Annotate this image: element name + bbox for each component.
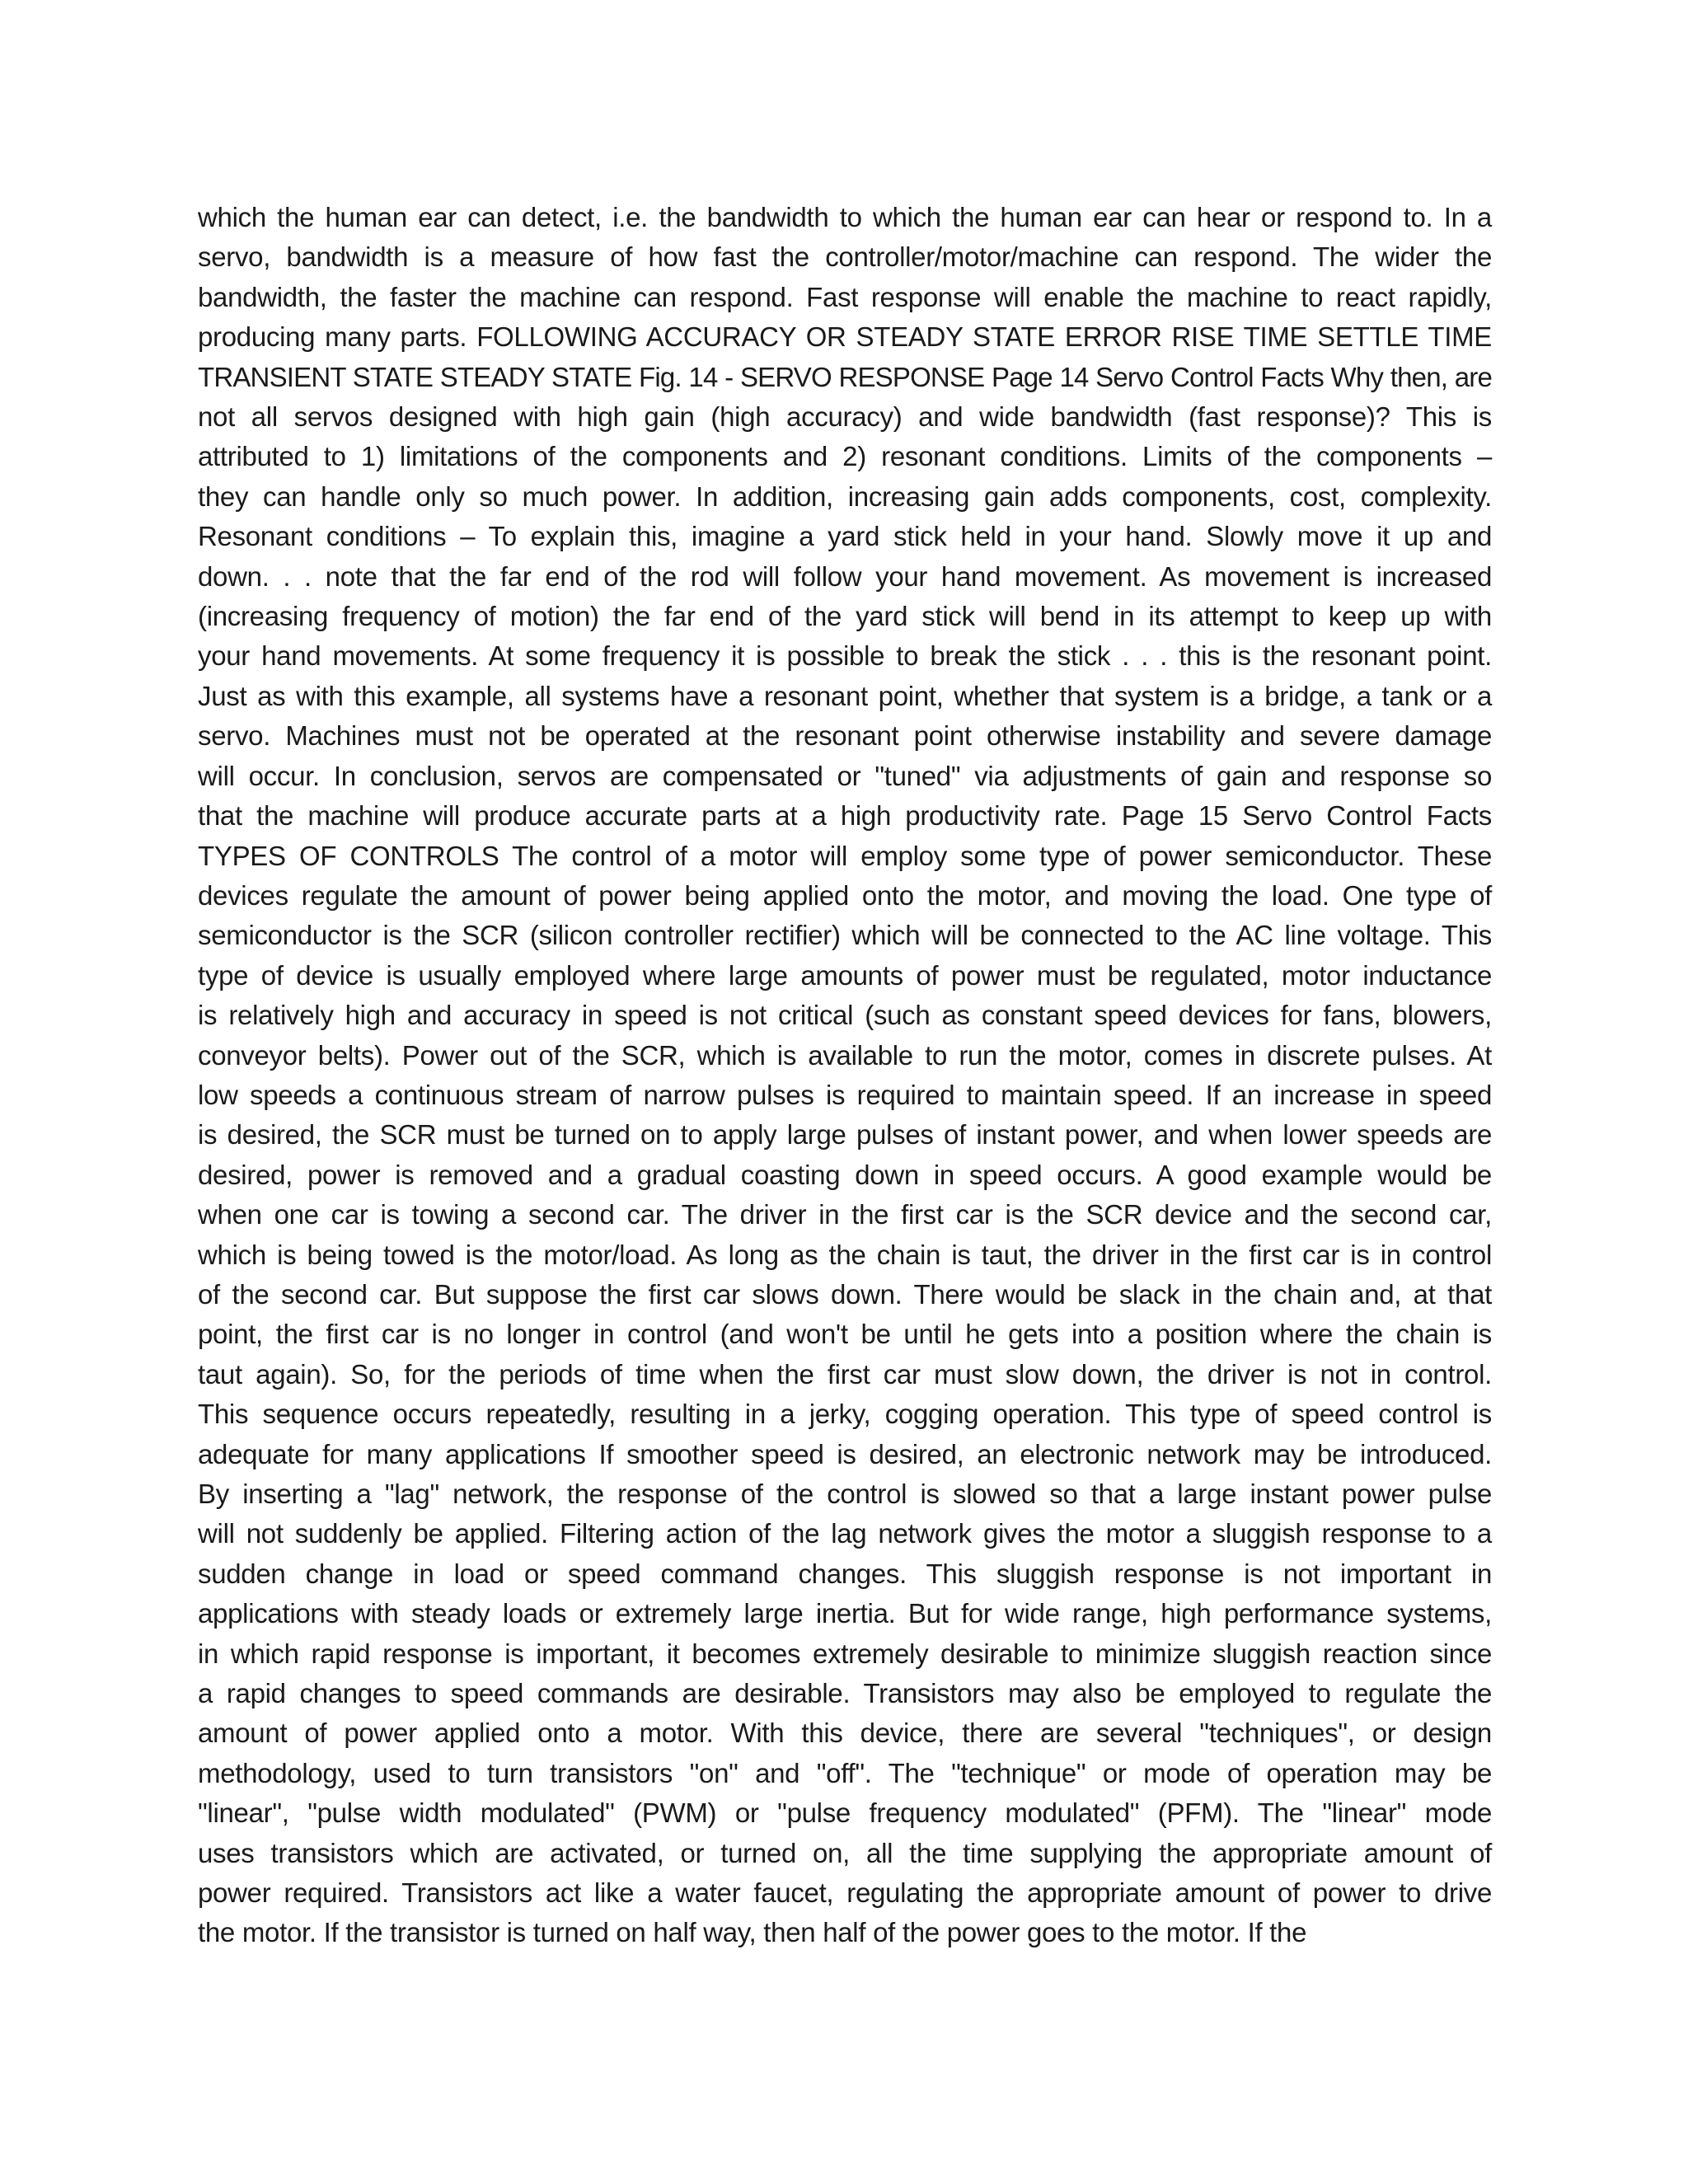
text-line: in which rapid response is important, it becomes extremely desirable to minimize sluggish reaction since bbox=[198, 1638, 1492, 1669]
text-line: "linear", "pulse width modulated" (PWM) or "pulse frequency modulated" (PFM). The "linear" mode bbox=[198, 1797, 1492, 1829]
text-line: which is being towed is the motor/load. As long as the chain is taut, the driver in the first car is in control bbox=[198, 1239, 1492, 1270]
text-line: a rapid changes to speed commands are desirable. Transistors may also be employed to regulate the bbox=[198, 1678, 1492, 1709]
text-line: down. . . note that the far end of the rod will follow your hand movement. As movement is increased bbox=[198, 560, 1492, 592]
text-line: servo. Machines must not be operated at the resonant point otherwise instability and severe damage bbox=[198, 720, 1492, 752]
text-line: that the machine will produce accurate parts at a high productivity rate. Page 15 Servo Control Facts bbox=[198, 800, 1492, 832]
text-line: they can handle only so much power. In addition, increasing gain adds components, cost, complexity. bbox=[198, 480, 1492, 512]
text-line: methodology, used to turn transistors "on" and "off". The "technique" or mode of operation may be bbox=[198, 1757, 1492, 1788]
text-line: Resonant conditions – To explain this, imagine a yard stick held in your hand. Slowly move it up and bbox=[198, 521, 1492, 552]
text-line: adequate for many applications If smoother speed is desired, an electronic network may be introduced. bbox=[198, 1438, 1492, 1469]
text-line: of the second car. But suppose the first car slows down. There would be slack in the chain and, at that bbox=[198, 1278, 1492, 1310]
text-line: applications with steady loads or extremely large inertia. But for wide range, high performance systems, bbox=[198, 1598, 1492, 1629]
text-line: is relatively high and accuracy in speed is not critical (such as constant speed devices for fans, blowers, bbox=[198, 1000, 1492, 1031]
text-line: bandwidth, the faster the machine can respond. Fast response will enable the machine to react rapidly, bbox=[198, 281, 1492, 312]
text-line: uses transistors which are activated, or turned on, all the time supplying the appropriate amount of bbox=[198, 1837, 1492, 1868]
text-line: not all servos designed with high gain (high accuracy) and wide bandwidth (fast response)? This is bbox=[198, 401, 1492, 433]
text-line: This sequence occurs repeatedly, resulting in a jerky, cogging operation. This type of speed control is bbox=[198, 1399, 1492, 1430]
text-line: conveyor belts). Power out of the SCR, which is available to run the motor, comes in discrete pulses. At bbox=[198, 1039, 1492, 1071]
text-line: point, the first car is no longer in control (and won't be until he gets into a position where the chain is bbox=[198, 1319, 1492, 1350]
text-line: semiconductor is the SCR (silicon controller rectifier) which will be connected to the AC line voltage. This bbox=[198, 920, 1492, 951]
text-line: Just as with this example, all systems have a resonant point, whether that system is a bridge, a tank or a bbox=[198, 680, 1492, 711]
text-line: By inserting a "lag" network, the response of the control is slowed so that a large instant power pulse bbox=[198, 1479, 1492, 1509]
text-line: servo, bandwidth is a measure of how fast the controller/motor/machine can respond. The wider the bbox=[198, 241, 1492, 273]
text-line: will occur. In conclusion, servos are compensated or "tuned" via adjustments of gain and response so bbox=[198, 760, 1492, 791]
text-line: your hand movements. At some frequency it is possible to break the stick . . . this is the resonant point. bbox=[198, 640, 1492, 672]
text-line: type of device is usually employed where large amounts of power must be regulated, motor inductance bbox=[198, 959, 1492, 991]
text-line: which the human ear can detect, i.e. the bandwidth to which the human ear can hear or respond to. In a bbox=[198, 202, 1492, 232]
text-line: TYPES OF CONTROLS The control of a motor will employ some type of power semiconductor. These bbox=[198, 840, 1492, 871]
body-text bbox=[198, 198, 1492, 1953]
text-line: devices regulate the amount of power being applied onto the motor, and moving the load. One type of bbox=[198, 879, 1492, 911]
text-line: taut again). So, for the periods of time when the first car must slow down, the driver is not in control. bbox=[198, 1358, 1492, 1390]
text-line: when one car is towing a second car. The driver in the first car is the SCR device and the second car, bbox=[198, 1199, 1492, 1230]
text-line: amount of power applied onto a motor. With this device, there are several "techniques", or design bbox=[198, 1718, 1492, 1749]
text-line: low speeds a continuous stream of narrow pulses is required to maintain speed. If an increase in speed bbox=[198, 1079, 1492, 1110]
text-line: will not suddenly be applied. Filtering action of the lag network gives the motor a sluggish response to a bbox=[198, 1518, 1492, 1549]
text-line: is desired, the SCR must be turned on to apply large pulses of instant power, and when lower speeds are bbox=[198, 1119, 1492, 1151]
text-line: TRANSIENT STATE STEADY STATE Fig. 14 - SERVO RESPONSE Page 14 Servo Control Facts Why then, are bbox=[198, 361, 1492, 392]
text-line: attributed to 1) limitations of the components and 2) resonant conditions. Limits of the components – bbox=[198, 441, 1492, 472]
text-line: producing many parts. FOLLOWING ACCURACY OR STEADY STATE ERROR RISE TIME SETTLE TIME bbox=[198, 321, 1492, 353]
text-line: the motor. If the transistor is turned on half way, then half of the power goes to the motor. If the bbox=[198, 1917, 1307, 1948]
text-line: (increasing frequency of motion) the far end of the yard stick will bend in its attempt to keep up with bbox=[198, 601, 1492, 632]
text-line: sudden change in load or speed command changes. This sluggish response is not important in bbox=[198, 1558, 1492, 1589]
text-line: power required. Transistors act like a water faucet, regulating the appropriate amount of power to drive bbox=[198, 1877, 1492, 1909]
text-line: desired, power is removed and a gradual coasting down in speed occurs. A good example would be bbox=[198, 1159, 1492, 1190]
